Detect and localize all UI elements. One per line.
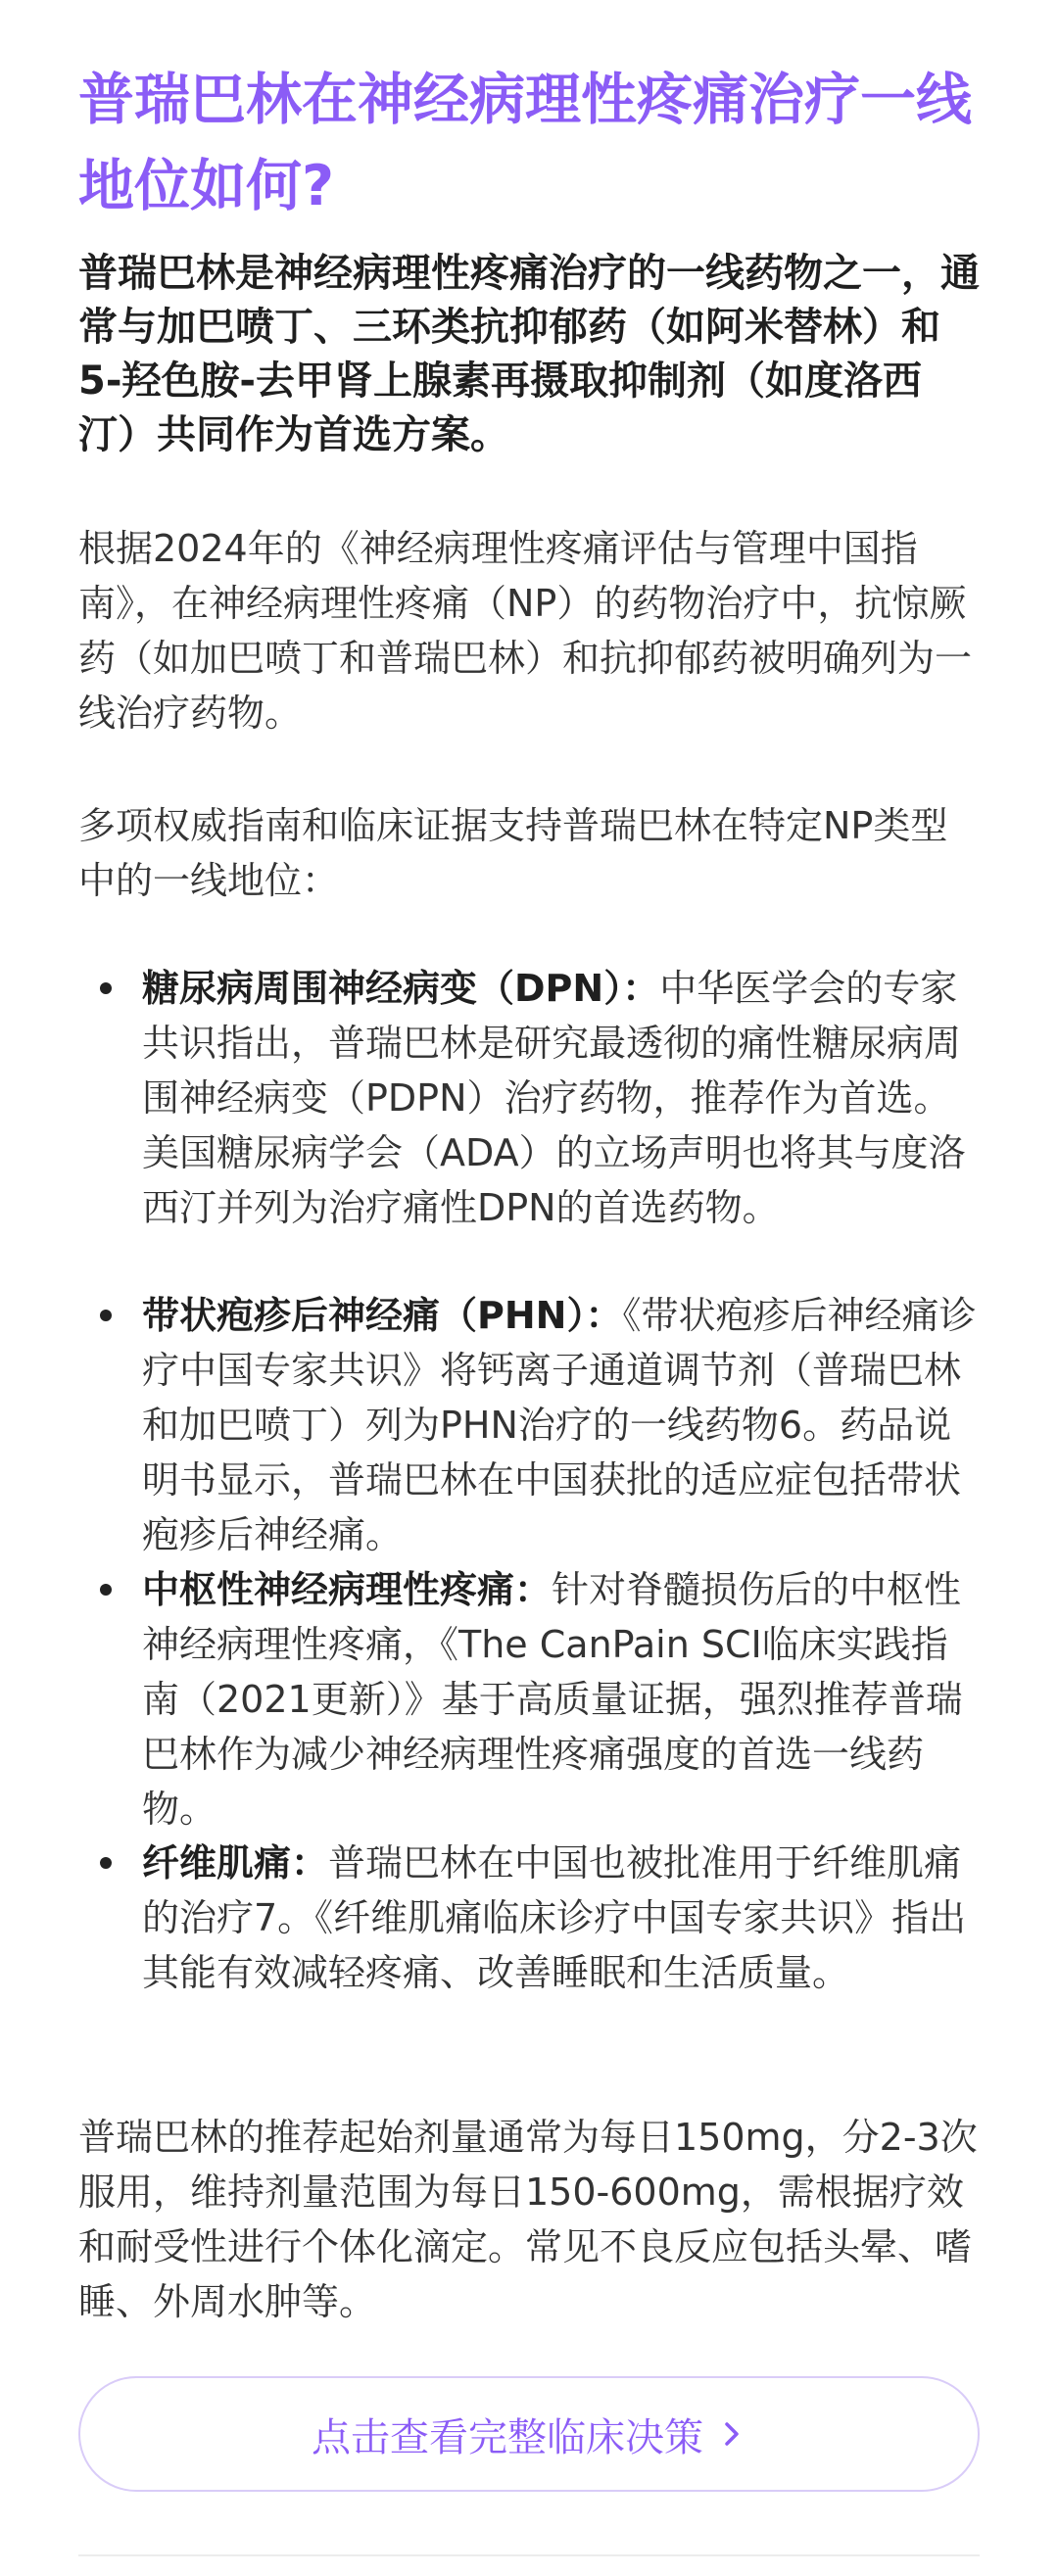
evidence-list — [78, 961, 980, 2055]
list-item-term: 糖尿病周围神经病变（DPN）： — [142, 967, 660, 1010]
bullet-dot-icon — [100, 1310, 112, 1321]
view-full-decision-button[interactable] — [78, 2376, 980, 2492]
list-item-term: 带状疱疹后神经痛（PHN）： — [142, 1294, 623, 1337]
bullet-dot-icon — [100, 1857, 112, 1869]
answer-summary: 普瑞巴林是神经病理性疼痛治疗的一线药物之一，通常与加巴喷丁、三环类抗抑郁药（如阿米替林）和5-羟色胺-去甲肾上腺素再摄取抑制剂（如度洛西汀）共同作为首选方案。 — [78, 251, 980, 457]
list-item-fibromyalgia — [78, 1836, 980, 2055]
divider — [78, 2554, 980, 2556]
list-item-phn — [78, 1288, 980, 1562]
paragraph-guideline: 根据2024年的《神经病理性疼痛评估与管理中国指南》，在神经病理性疼痛（NP）的药物治疗中，抗惊厥药（如加巴喷丁和普瑞巴林）和抗抑郁药被明确列为一线治疗药物。 — [78, 527, 973, 735]
bullet-dot-icon — [100, 982, 112, 994]
list-item-text: 普瑞巴林在中国也被批准用于纤维肌痛的治疗7。《纤维肌痛临床诊疗中国专家共识》指出其能有效减轻疼痛、改善睡眠和生活质量。 — [142, 1841, 967, 1994]
list-item-text: 《带状疱疹后神经痛诊疗中国专家共识》将钙离子通道调节剂（普瑞巴林和加巴喷丁）列为PHN治疗的一线药物6。药品说明书显示，普瑞巴林在中国获批的适应症包括带状疱疹后神经痛。 — [142, 1294, 977, 1556]
cta-label: 点击查看完整临床决策 — [312, 2414, 703, 2460]
list-item-text: 中华医学会的专家共识指出，普瑞巴林是研究最透彻的痛性糖尿病周围神经病变（PDPN）治疗药物，推荐作为首选。美国糖尿病学会（ADA）的立场声明也将其与度洛西汀并列为治疗痛性DPN的首选药物。 — [142, 967, 966, 1229]
chevron-right-icon — [717, 2419, 746, 2449]
list-item-dpn — [78, 961, 980, 1288]
bullet-dot-icon — [100, 1584, 112, 1596]
list-item-term: 中枢性神经病理性疼痛： — [142, 1568, 553, 1611]
paragraph-evidence-intro: 多项权威指南和临床证据支持普瑞巴林在特定NP类型中的一线地位： — [78, 804, 948, 902]
page-title: 普瑞巴林在神经病理性疼痛治疗一线地位如何? — [78, 68, 972, 218]
list-item-central-pain — [78, 1562, 980, 1836]
paragraph-dosage: 普瑞巴林的推荐起始剂量通常为每日150mg，分2-3次服用，维持剂量范围为每日150-600mg，需根据疗效和耐受性进行个体化滴定。常见不良反应包括头晕、嗜睡、外周水肿等。 — [78, 2116, 978, 2323]
list-item-text: 针对脊髓损伤后的中枢性神经病理性疼痛，《The CanPain SCI临床实践指南（2021更新）》基于高质量证据，强烈推荐普瑞巴林作为减少神经病理性疼痛强度的首选一线药物。 — [142, 1568, 963, 1831]
list-item-term: 纤维肌痛： — [142, 1841, 329, 1884]
